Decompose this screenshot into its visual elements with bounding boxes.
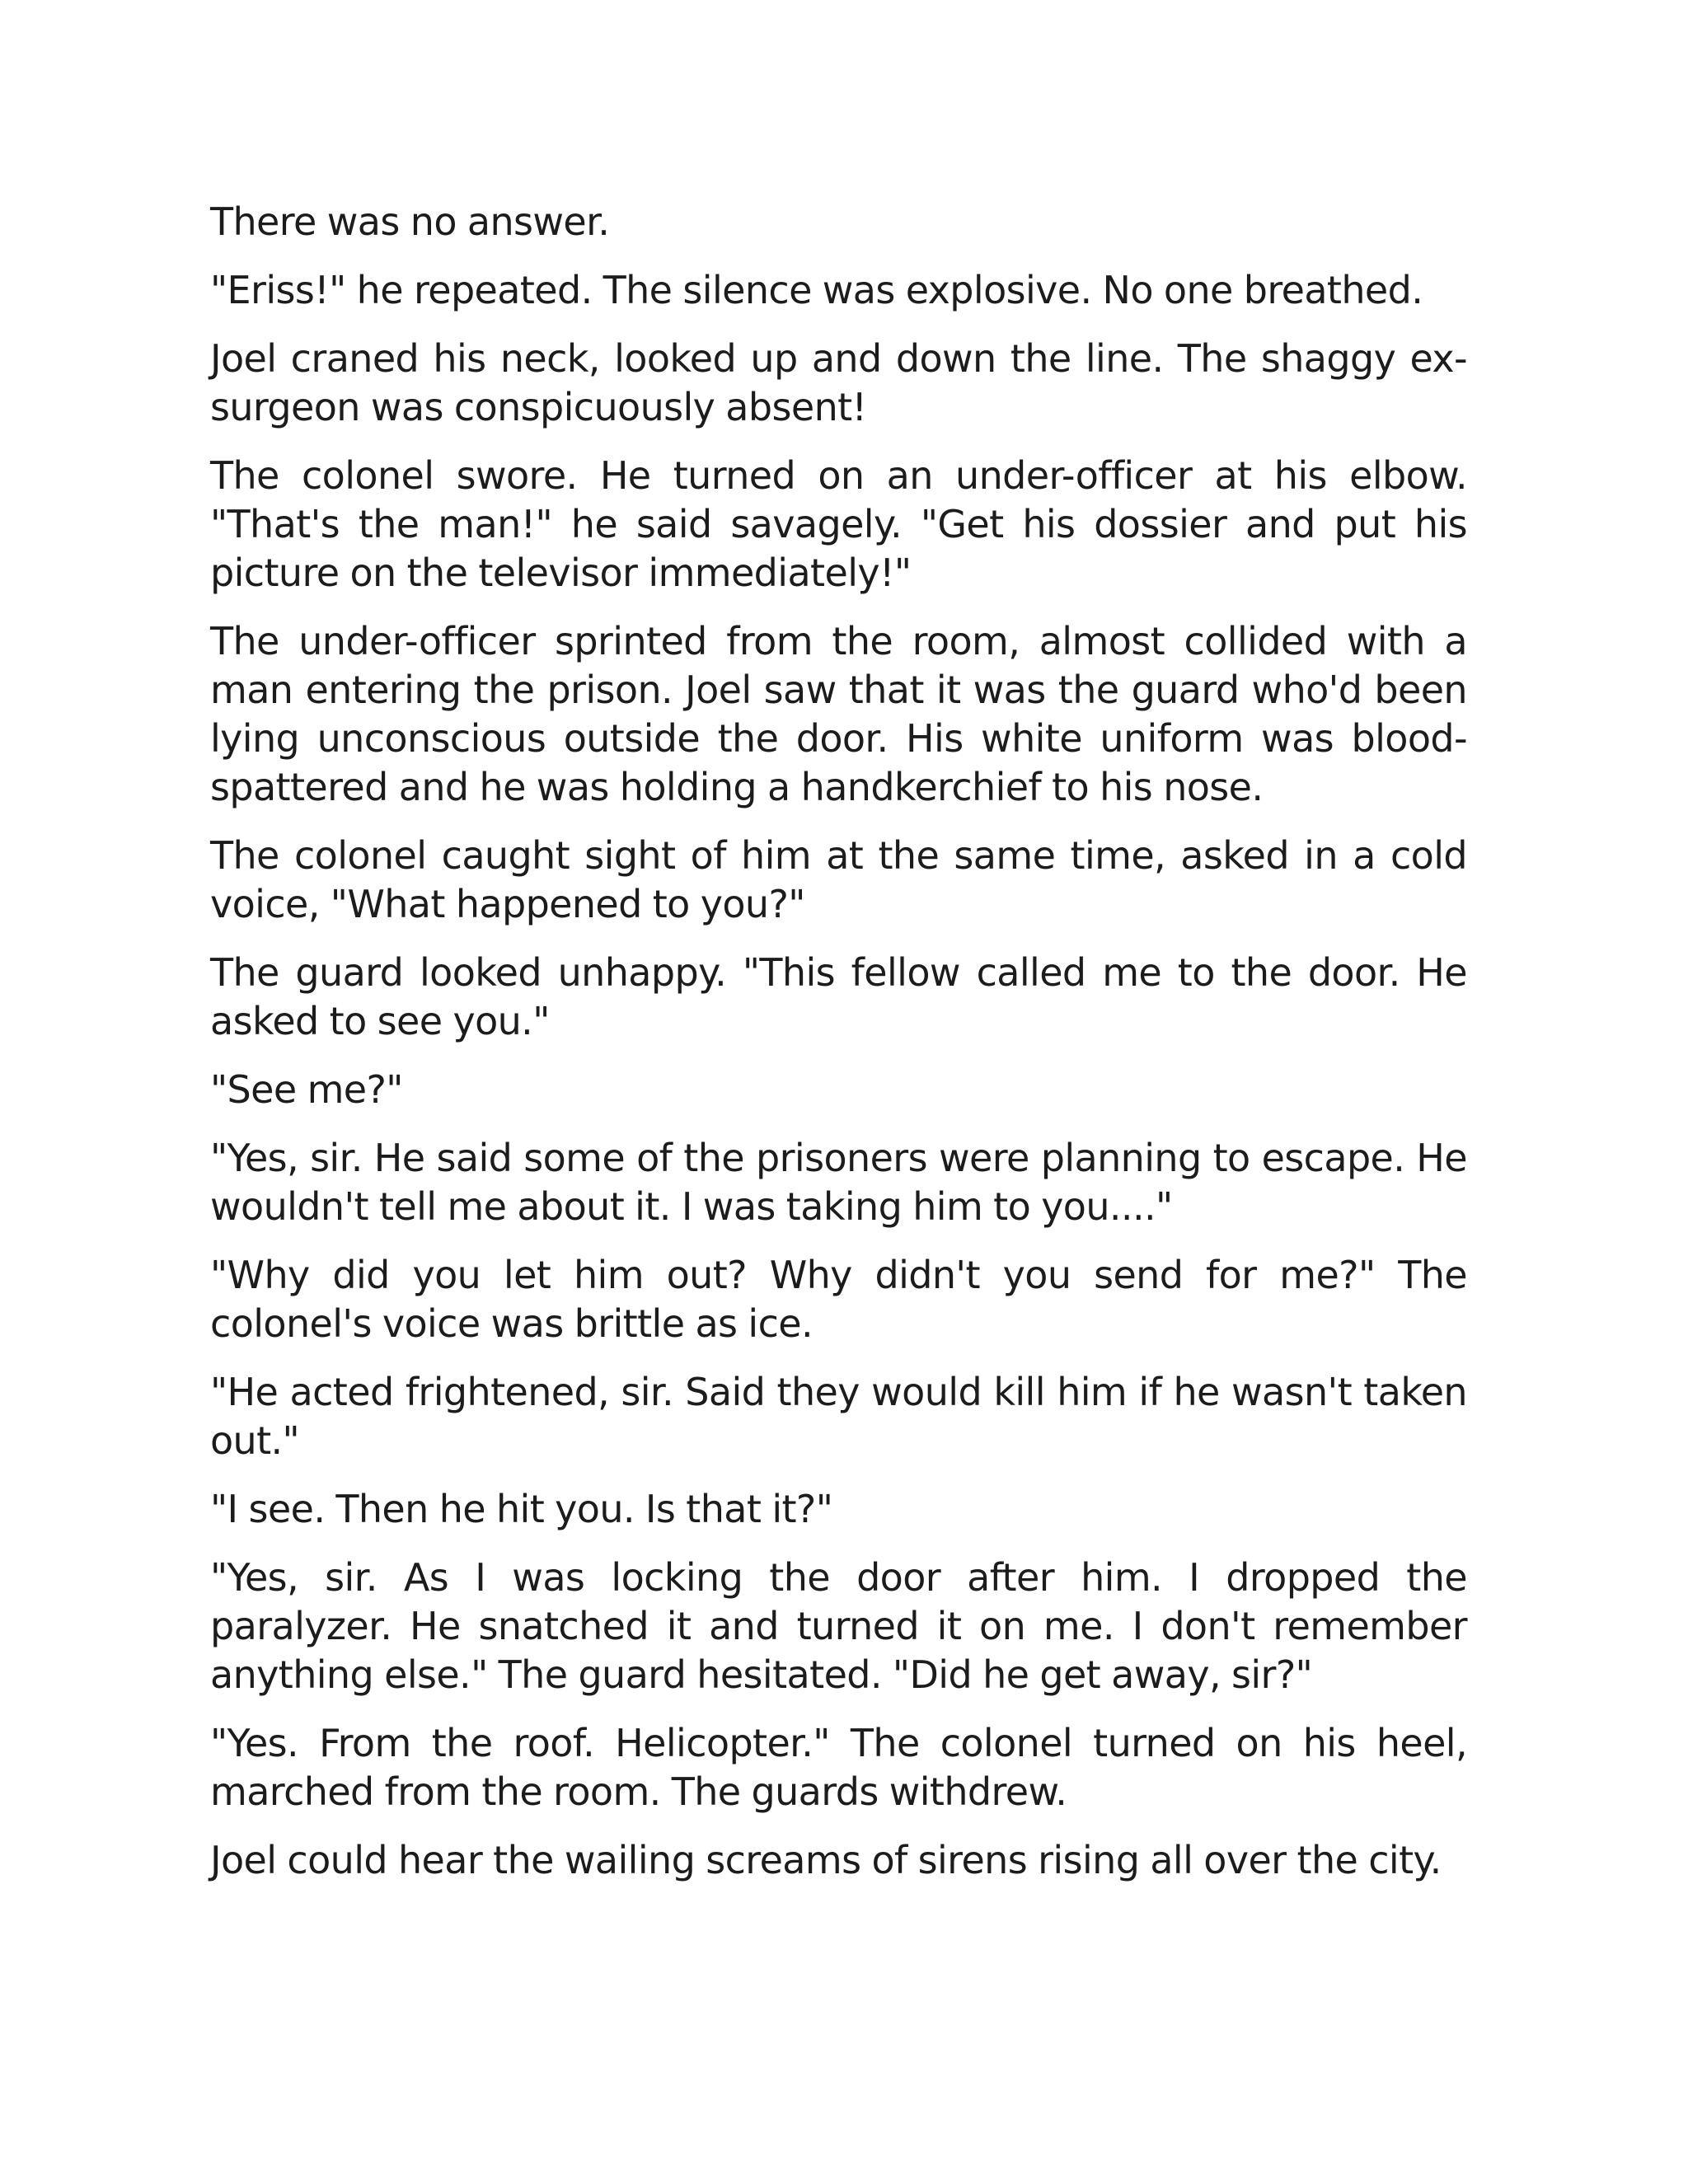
paragraph: Joel could hear the wailing screams of sirens rising all over the city. [210,1838,1442,1882]
paragraph: "Yes, sir. He said some of the prisoners were planning to escape. He wouldn't tell me about it. I was taking him to you...." [210,1136,1467,1229]
paragraph: "Why did you let him out? Why didn't you send for me?" The colonel's voice was brittle as ice. [210,1253,1467,1346]
paragraph: The colonel swore. He turned on an under-officer at his elbow. "That's the man!" he said savagely. "Get his dossier and put his picture on the televisor immediately!" [210,453,1467,595]
paragraph: The under-officer sprinted from the room, almost collided with a man entering the prison. Joel saw that it was the guard who'd been lying unconscious outside the door. His white uniform was blood-spattered and he was holding a handkerchief to his nose. [210,619,1467,809]
paragraph: "He acted frightened, sir. Said they would kill him if he wasn't taken out." [210,1370,1467,1463]
page-text [210,198,1467,1905]
paragraph: The colonel caught sight of him at the same time, asked in a cold voice, "What happened to you?" [210,833,1467,926]
paragraph: "Eriss!" he repeated. The silence was explosive. No one breathed. [210,268,1423,312]
paragraph: "I see. Then he hit you. Is that it?" [210,1487,833,1531]
paragraph: "Yes, sir. As I was locking the door after him. I dropped the paralyzer. He snatched it and turned it on me. I don't remember anything else." The guard hesitated. "Did he get away, sir?" [210,1555,1467,1697]
paragraph: Joel craned his neck, looked up and down the line. The shaggy ex-surgeon was conspicuously absent! [210,336,1467,429]
paragraph: The guard looked unhappy. "This fellow called me to the door. He asked to see you." [210,950,1467,1043]
paragraph: "Yes. From the roof. Helicopter." The colonel turned on his heel, marched from the room. The guards withdrew. [210,1721,1467,1814]
paragraph: There was no answer. [210,199,610,244]
paragraph: "See me?" [210,1067,403,1112]
